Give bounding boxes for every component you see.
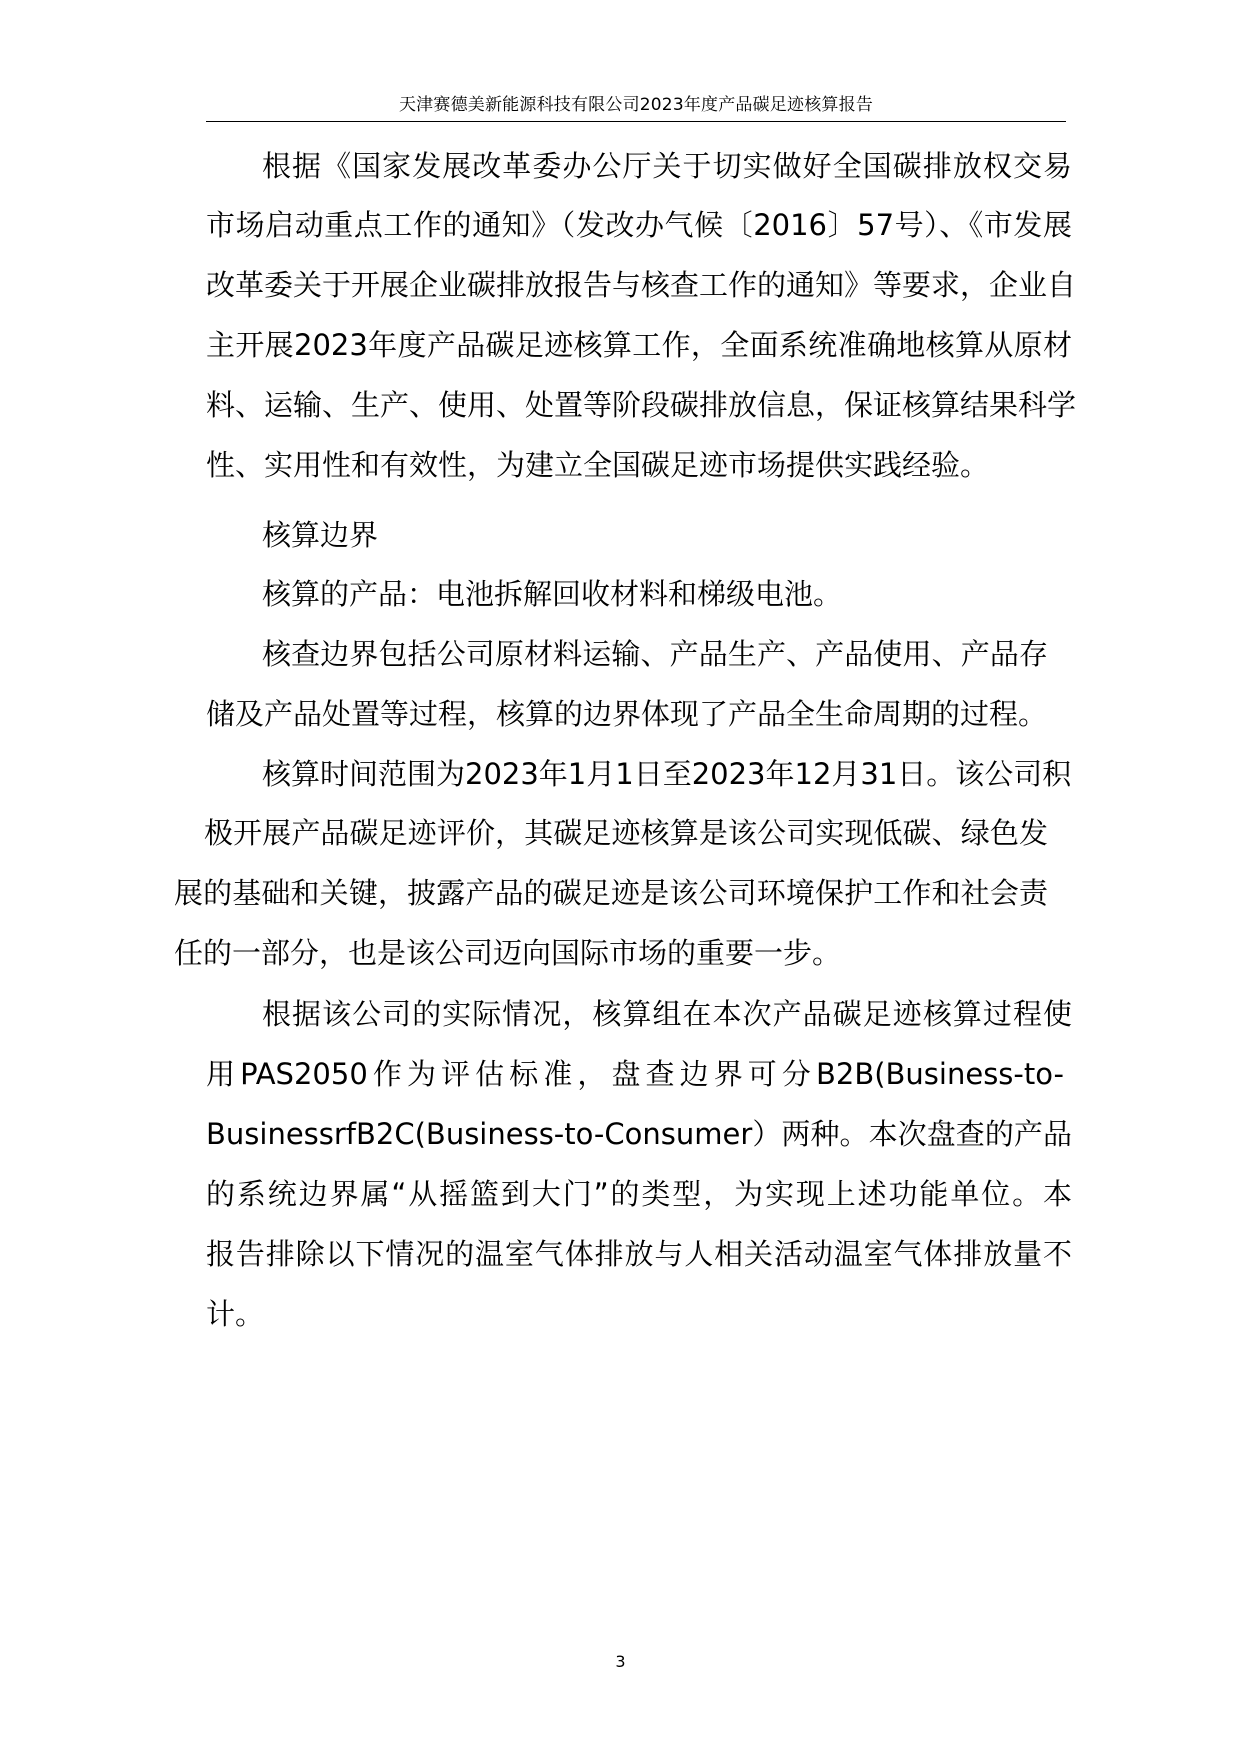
paragraph-5-line-4: 的系统边界属“从摇篮到大门”的类型，为实现上述功能单位。本 [206,1177,1072,1211]
paragraph-5-line-1: 根据该公司的实际情况，核算组在本次产品碳足迹核算过程使 [262,997,1072,1031]
page-number: 3 [615,1652,626,1671]
paragraph-1-line-3: 改革委关于开展企业碳排放报告与核查工作的通知》等要求，企业自 [206,268,1077,302]
paragraph-5-line-2: 用PAS2050作为评估标准，盘查边界可分B2B(Business-to- [206,1057,1064,1091]
paragraph-1-line-1: 根据《国家发展改革委办公厅关于切实做好全国碳排放权交易 [262,149,1072,183]
product-line: 核算的产品：电池拆解回收材料和梯级电池。 [262,577,843,611]
paragraph-5-line-6: 计。 [206,1297,265,1331]
paragraph-1-line-4: 主开展2023年度产品碳足迹核算工作，全面系统准确地核算从原材 [206,328,1072,362]
paragraph-1-line-6: 性、实用性和有效性，为建立全国碳足迹市场提供实践经验。 [206,448,990,482]
paragraph-1-line-2: 市场启动重点工作的通知》（发改办气候〔2016〕57号）、《市发展 [206,208,1072,242]
paragraph-4-line-4: 任的一部分，也是该公司迈向国际市场的重要一步。 [174,936,842,970]
paragraph-5-line-5: 报告排除以下情况的温室气体排放与人相关活动温室气体排放量不 [206,1237,1072,1271]
paragraph-3-line-2: 储及产品处置等过程，核算的边界体现了产品全生命周期的过程。 [206,697,1048,731]
section-heading: 核算边界 [262,518,379,552]
paragraph-4-line-1: 核算时间范围为2023年1月1日至2023年12月31日。该公司积 [262,757,1072,791]
paragraph-4-line-3: 展的基础和关键，披露产品的碳足迹是该公司环境保护工作和社会责 [174,876,1048,910]
paragraph-1-line-5: 料、运输、生产、使用、处置等阶段碳排放信息，保证核算结果科学 [206,388,1077,422]
paragraph-5-line-3: BusinessrfB2C(Business-to-Consumer）两种。本次盘查的产品 [206,1117,1072,1151]
header-title: 天津赛德美新能源科技有限公司2023年度产品碳足迹核算报告 [398,95,874,115]
header-rule [206,121,1066,122]
paragraph-4-line-2: 极开展产品碳足迹评价，其碳足迹核算是该公司实现低碳、绿色发 [204,816,1048,850]
paragraph-3-line-1: 核查边界包括公司原材料运输、产品生产、产品使用、产品存 [262,637,1048,671]
